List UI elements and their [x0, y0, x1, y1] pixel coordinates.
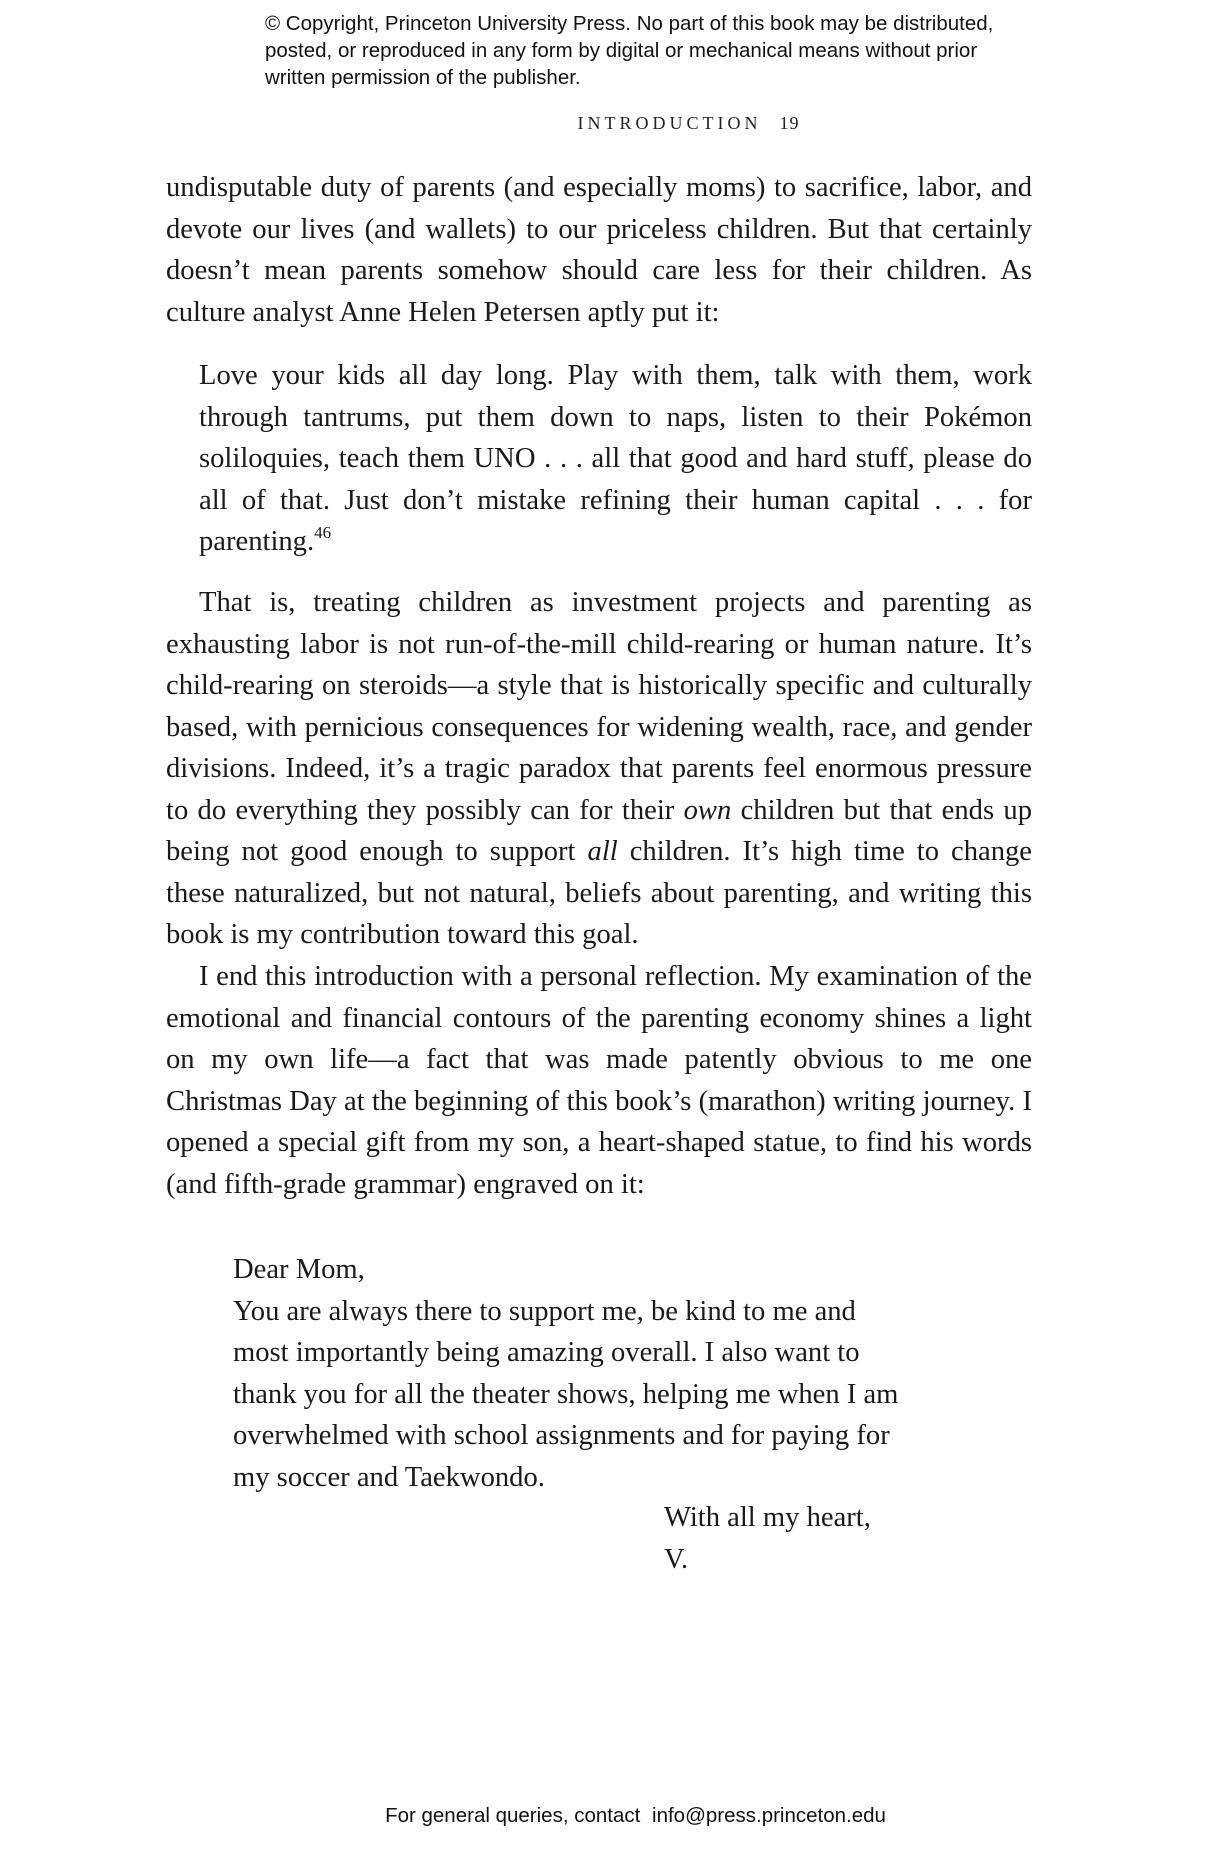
running-head-title: INTRODUCTION — [577, 113, 762, 133]
footnote-marker: 46 — [314, 523, 332, 542]
letter-signature: V. — [664, 1543, 689, 1575]
paragraph-2-text-1: That is, treating children as investment projects and parenting as exhausting labor is not run-of-the-mill child-rearing or human nature. It’s child-rearing on steroids—a style that is historically specific and culturally based, with pernicious consequences for widening wealth, race, and gender divisions. Indeed, it’s a tragic paradox that parents feel enormous pressure to do everything they possibly can for their — [166, 587, 1032, 826]
block-quote-text: Love your kids all day long. Play with them, talk with them, work through tantrums, put them down to naps, listen to their Pokémon soliloquies, teach them UNO . . . all that good and hard stuff, please do all of that. Just don’t mistake refining their human capital . . . for parenting. — [199, 360, 1032, 557]
letter-line: most importantly being amazing overall. I also want to — [233, 1337, 860, 1368]
paragraph-2-text-3: children. It’s high time to change these naturalized, but not natural, beliefs about parenting, and writing this book is my contribution toward this goal. — [166, 836, 1032, 950]
footer-label: For general queries, contact — [385, 1804, 641, 1827]
running-head — [0, 113, 1225, 134]
letter-line: You are always there to support me, be kind to me and — [233, 1295, 856, 1327]
page-number: 19 — [779, 113, 800, 133]
body-paragraph-2 — [166, 582, 1032, 956]
emphasis-all: all — [587, 836, 618, 867]
letter-line: my soccer and Taekwondo. — [233, 1461, 545, 1493]
body-paragraph-3: I end this introduction with a personal reflection. My examination of the emotional and financial contours of the parenting economy shines a light on my own life—a fact that was made patently obvious to me one Christmas Day at the beginning of this book’s (marathon) writing journey. I opened a special gift from my son, a heart-shaped statue, to find his words (and fifth-grade grammar) engraved on it: — [166, 961, 1032, 1200]
block-quote — [199, 355, 1032, 563]
copyright-notice: © Copyright, Princeton University Press. No part of this book may be distributed, posted, or reproduced in any form by digital or mechanical means without prior written permission of the publisher. — [265, 12, 994, 89]
footer-email-link[interactable]: info@press.princeton.edu — [652, 1804, 886, 1827]
letter-signoff — [664, 1497, 871, 1580]
letter-salutation: Dear Mom, — [233, 1254, 365, 1285]
engraved-letter — [233, 1249, 993, 1498]
paragraph-2-text-2: children but that ends up being not good enough to support — [166, 794, 1032, 867]
emphasis-own: own — [683, 794, 732, 826]
letter-line: thank you for all the theater shows, helping me when I am — [233, 1378, 899, 1410]
body-paragraph-1: undisputable duty of parents (and especially moms) to sacrifice, labor, and devote our lives (and wallets) to our priceless children. But that certainly doesn’t mean parents somehow should care less for their children. As culture analyst Anne Helen Petersen aptly put it: — [166, 172, 1032, 328]
letter-closing: With all my heart, — [664, 1502, 871, 1533]
footer-contact — [0, 1804, 1225, 1828]
letter-line: overwhelmed with school assignments and for paying for — [233, 1420, 890, 1451]
